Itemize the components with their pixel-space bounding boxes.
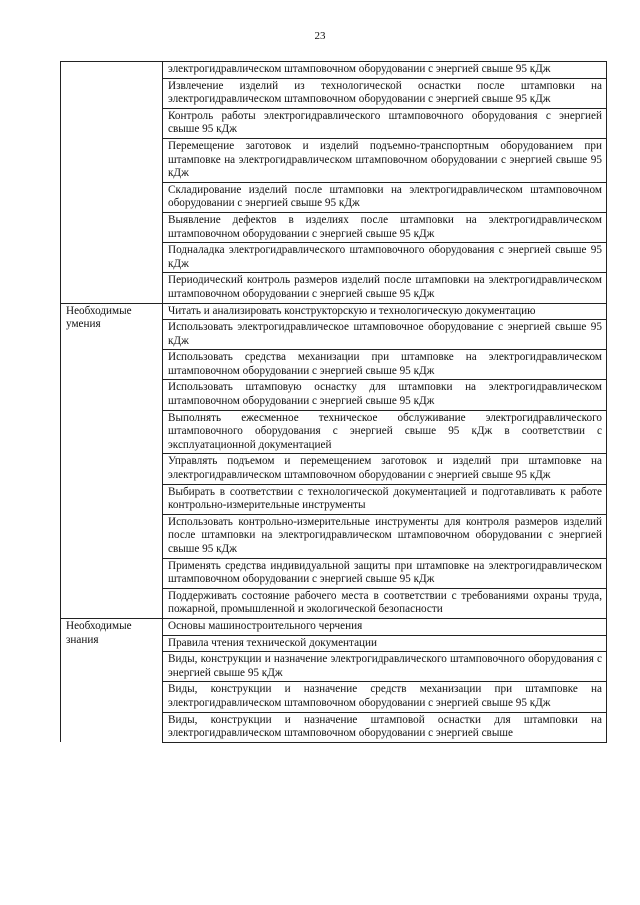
- cell-text: Подналадка электрогидравлического штамповочного оборудования с энергией свыше 95 кДж: [163, 243, 607, 273]
- cell-text: Применять средства индивидуальной защиты при штамповке на электрогидравлическом штамповочном оборудовании с энергией свыше 95 кДж: [163, 558, 607, 588]
- cell-text: Выполнять ежесменное техническое обслуживание электрогидравлического штамповочного оборудования с энергией свыше 95 кДж в соответствии с эксплуатационной документацией: [163, 410, 607, 454]
- cell-text: Выявление дефектов в изделиях после штамповки на электрогидравлическом штамповочном оборудовании с энергией свыше 95 кДж: [163, 212, 607, 242]
- table-row: [61, 303, 607, 320]
- cell-text: Складирование изделий после штамповки на электрогидравлическом штамповочном оборудовании с энергией свыше 95 кДж: [163, 182, 607, 212]
- page-number: 23: [314, 30, 326, 42]
- table-row: [61, 62, 607, 79]
- cell-text: Использовать электрогидравлическое штамповочное оборудование с энергией свыше 95 кДж: [163, 320, 607, 350]
- cell-text: Выбирать в соответствии с технологической документацией и подготавливать к работе контрольно-измерительные инструменты: [163, 484, 607, 514]
- cell-text: Перемещение заготовок и изделий подъемно-транспортным оборудованием при штамповке на электрогидравлическом штамповочном оборудовании с энергией свыше 95 кДж: [163, 138, 607, 182]
- cell-text: Виды, конструкции и назначение штамповой оснастки для штамповки на электрогидравлическом штамповочном оборудовании с энергией свыше: [163, 712, 607, 742]
- cell-text: Поддерживать состояние рабочего места в соответствии с требованиями охраны труда, пожарной, промышленной и экологической безопасности: [163, 588, 607, 618]
- cell-text: Виды, конструкции и назначение электрогидравлического штамповочного оборудования с энергией свыше 95 кДж: [163, 652, 607, 682]
- cell-text: Периодический контроль размеров изделий после штамповки на электрогидравлическом штамповочном оборудовании с энергией свыше 95 кДж: [163, 273, 607, 303]
- table-row: [61, 618, 607, 635]
- cell-text: электрогидравлическом штамповочном оборудовании с энергией свыше 95 кДж: [163, 62, 607, 79]
- cell-text: Виды, конструкции и назначение средств механизации при штамповке на электрогидравлическом штамповочном оборудовании с энергией свыше 95 кДж: [163, 682, 607, 712]
- cell-text: Использовать контрольно-измерительные инструменты для контроля размеров изделий после штамповки на электрогидравлическом штамповочном оборудовании с энергией свыше 95 кДж: [163, 514, 607, 558]
- cell-text: Использовать средства механизации при штамповке на электрогидравлическом штамповочном оборудовании с энергией свыше 95 кДж: [163, 350, 607, 380]
- cell-text: Контроль работы электрогидравлического штамповочного оборудования с энергией свыше 95 кДж: [163, 108, 607, 138]
- cell-text: Извлечение изделий из технологической оснастки после штамповки на электрогидравлическом штамповочном оборудовании с энергией свыше 95 кДж: [163, 78, 607, 108]
- knowledge-label: Необходимые знания: [61, 618, 163, 742]
- cell-text: Читать и анализировать конструкторскую и технологическую документацию: [163, 303, 607, 320]
- cell-text: Правила чтения технической документации: [163, 635, 607, 652]
- cell-text: Управлять подъемом и перемещением заготовок и изделий при штамповке на электрогидравлическом штамповочном оборудовании с энергией свыше 95 кДж: [163, 454, 607, 484]
- skills-label: Необходимые умения: [61, 303, 163, 618]
- cell-text: Использовать штамповую оснастку для штамповки на электрогидравлическом штамповочном оборудовании с энергией свыше 95 кДж: [163, 380, 607, 410]
- cell-text: Основы машиностроительного черчения: [163, 618, 607, 635]
- category-cell: [61, 62, 163, 304]
- requirements-table: [60, 61, 607, 743]
